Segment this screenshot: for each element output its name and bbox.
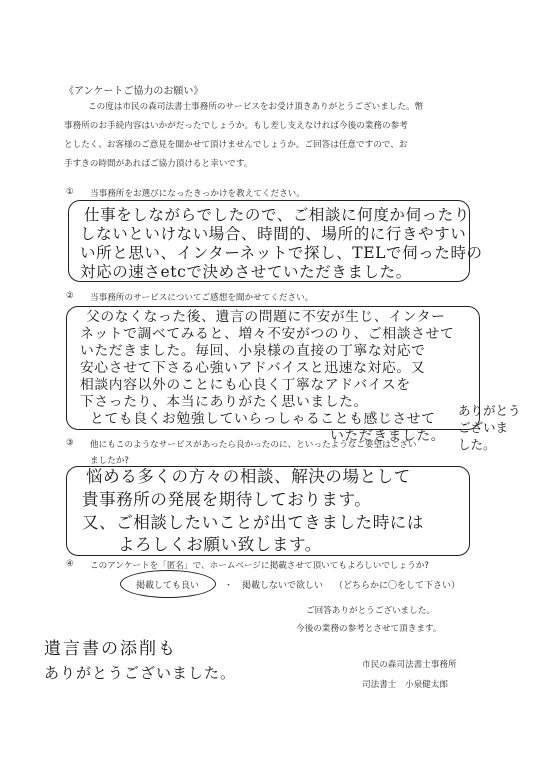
- option-deny[interactable]: 掲載しないで欲しい: [242, 581, 324, 591]
- question-number: ④: [66, 559, 74, 569]
- handwritten-answer-line: とても良くお勉強していらっしゃることも感じさせて: [90, 411, 436, 427]
- handwritten-answer-line: い所と思い、インターネットで探し、TELで伺った時の: [80, 244, 483, 262]
- question-number: ②: [66, 291, 74, 301]
- handwritten-answer-line: 安心させて下さる心強いアドバイスと迅速な対応。又: [80, 360, 426, 376]
- intro-line: としたく、お客様のご意見を聞かせて頂けませんでしょうか。ご回答は任意ですので、お: [64, 140, 408, 150]
- handwritten-answer-line: よろしくお願い致します。: [118, 535, 322, 554]
- handwritten-answer-line: いただきました。: [330, 428, 446, 444]
- handwritten-answer-line: 仕事をしながらでしたので、ご相談に何度か伺ったり: [84, 206, 470, 224]
- handwritten-answer-line: 又、ご相談したいことが出てきました時には: [82, 513, 424, 532]
- handwritten-answer-line: ネットで調べてみると、増々不安がつのり、ご相談させて: [80, 326, 455, 342]
- intro-line: 手すきの時間があればご協力頂けると幸いです。: [64, 159, 253, 169]
- intro-line: 事務所のお手続内容はいかがだったでしょうか。もし差し支えなければ今後の業務の参考: [64, 121, 408, 131]
- closing-thanks: ご回答ありがとうございました。: [306, 606, 435, 616]
- selection-circle: [120, 570, 216, 598]
- handwritten-answer-line: 父のなくなった後、遺言の問題に不安が生じ、インター: [86, 309, 446, 325]
- question-text: 当事務所をお選びになったきっかけを教えてください。: [90, 189, 305, 199]
- handwritten-margin-note: 遺言書の添削も: [44, 639, 177, 659]
- option-instruction: （どちらかに〇をして下さい）: [334, 581, 461, 591]
- handwritten-answer-line: しないといけない場合、時間的、場所的に行きやすい: [80, 225, 467, 243]
- option-allow[interactable]: 掲載しても良い: [136, 581, 200, 591]
- question-number: ①: [66, 187, 74, 197]
- office-name: 市民の森司法書士事務所: [362, 660, 457, 670]
- question-text: 他にもこのようなサービスがあったら良かったのに、といったようなご要望はござい: [90, 440, 417, 450]
- question-text: このアンケートを「匿名」で、ホームページに掲載させて頂いてもよろしいでしょうか?: [90, 561, 429, 571]
- question-number: ③: [66, 438, 74, 448]
- handwritten-answer-line: 対応の速さetcで決めさせていただきました。: [80, 263, 412, 281]
- handwritten-answer-line: 悩める多くの方々の相談、解決の場として: [86, 467, 411, 486]
- option-separator: ・: [224, 581, 234, 591]
- closing-reference: 今後の業務の参考とさせて頂きます。: [296, 624, 442, 634]
- intro-line: この度は市民の森司法書士事務所のサービスをお受け頂きありがとうございました。幣: [88, 102, 424, 112]
- handwritten-answer-line: 相談内容以外のことにも心良く丁寧なアドバイスを: [80, 377, 411, 393]
- handwritten-answer-line: いただきました。毎回、小泉様の直接の丁寧な対応で: [80, 343, 426, 359]
- representative-name: 司法書士 小泉健太郎: [362, 680, 448, 690]
- handwritten-margin-note: ありがとうございました。: [44, 664, 237, 682]
- handwritten-answer-line: 貴事務所の発展を期待しております。: [82, 490, 372, 509]
- survey-title: 《アンケートご協力のお願い》: [64, 86, 204, 97]
- handwritten-side-note: ありがとう ございま した。: [458, 403, 521, 452]
- question-text: ましたか?: [90, 456, 129, 466]
- question-text: 当事務所のサービスについてご感想を聞かせてください。: [90, 293, 314, 303]
- handwritten-answer-line: 下さったり、本当にありがたく思いました。: [80, 394, 368, 410]
